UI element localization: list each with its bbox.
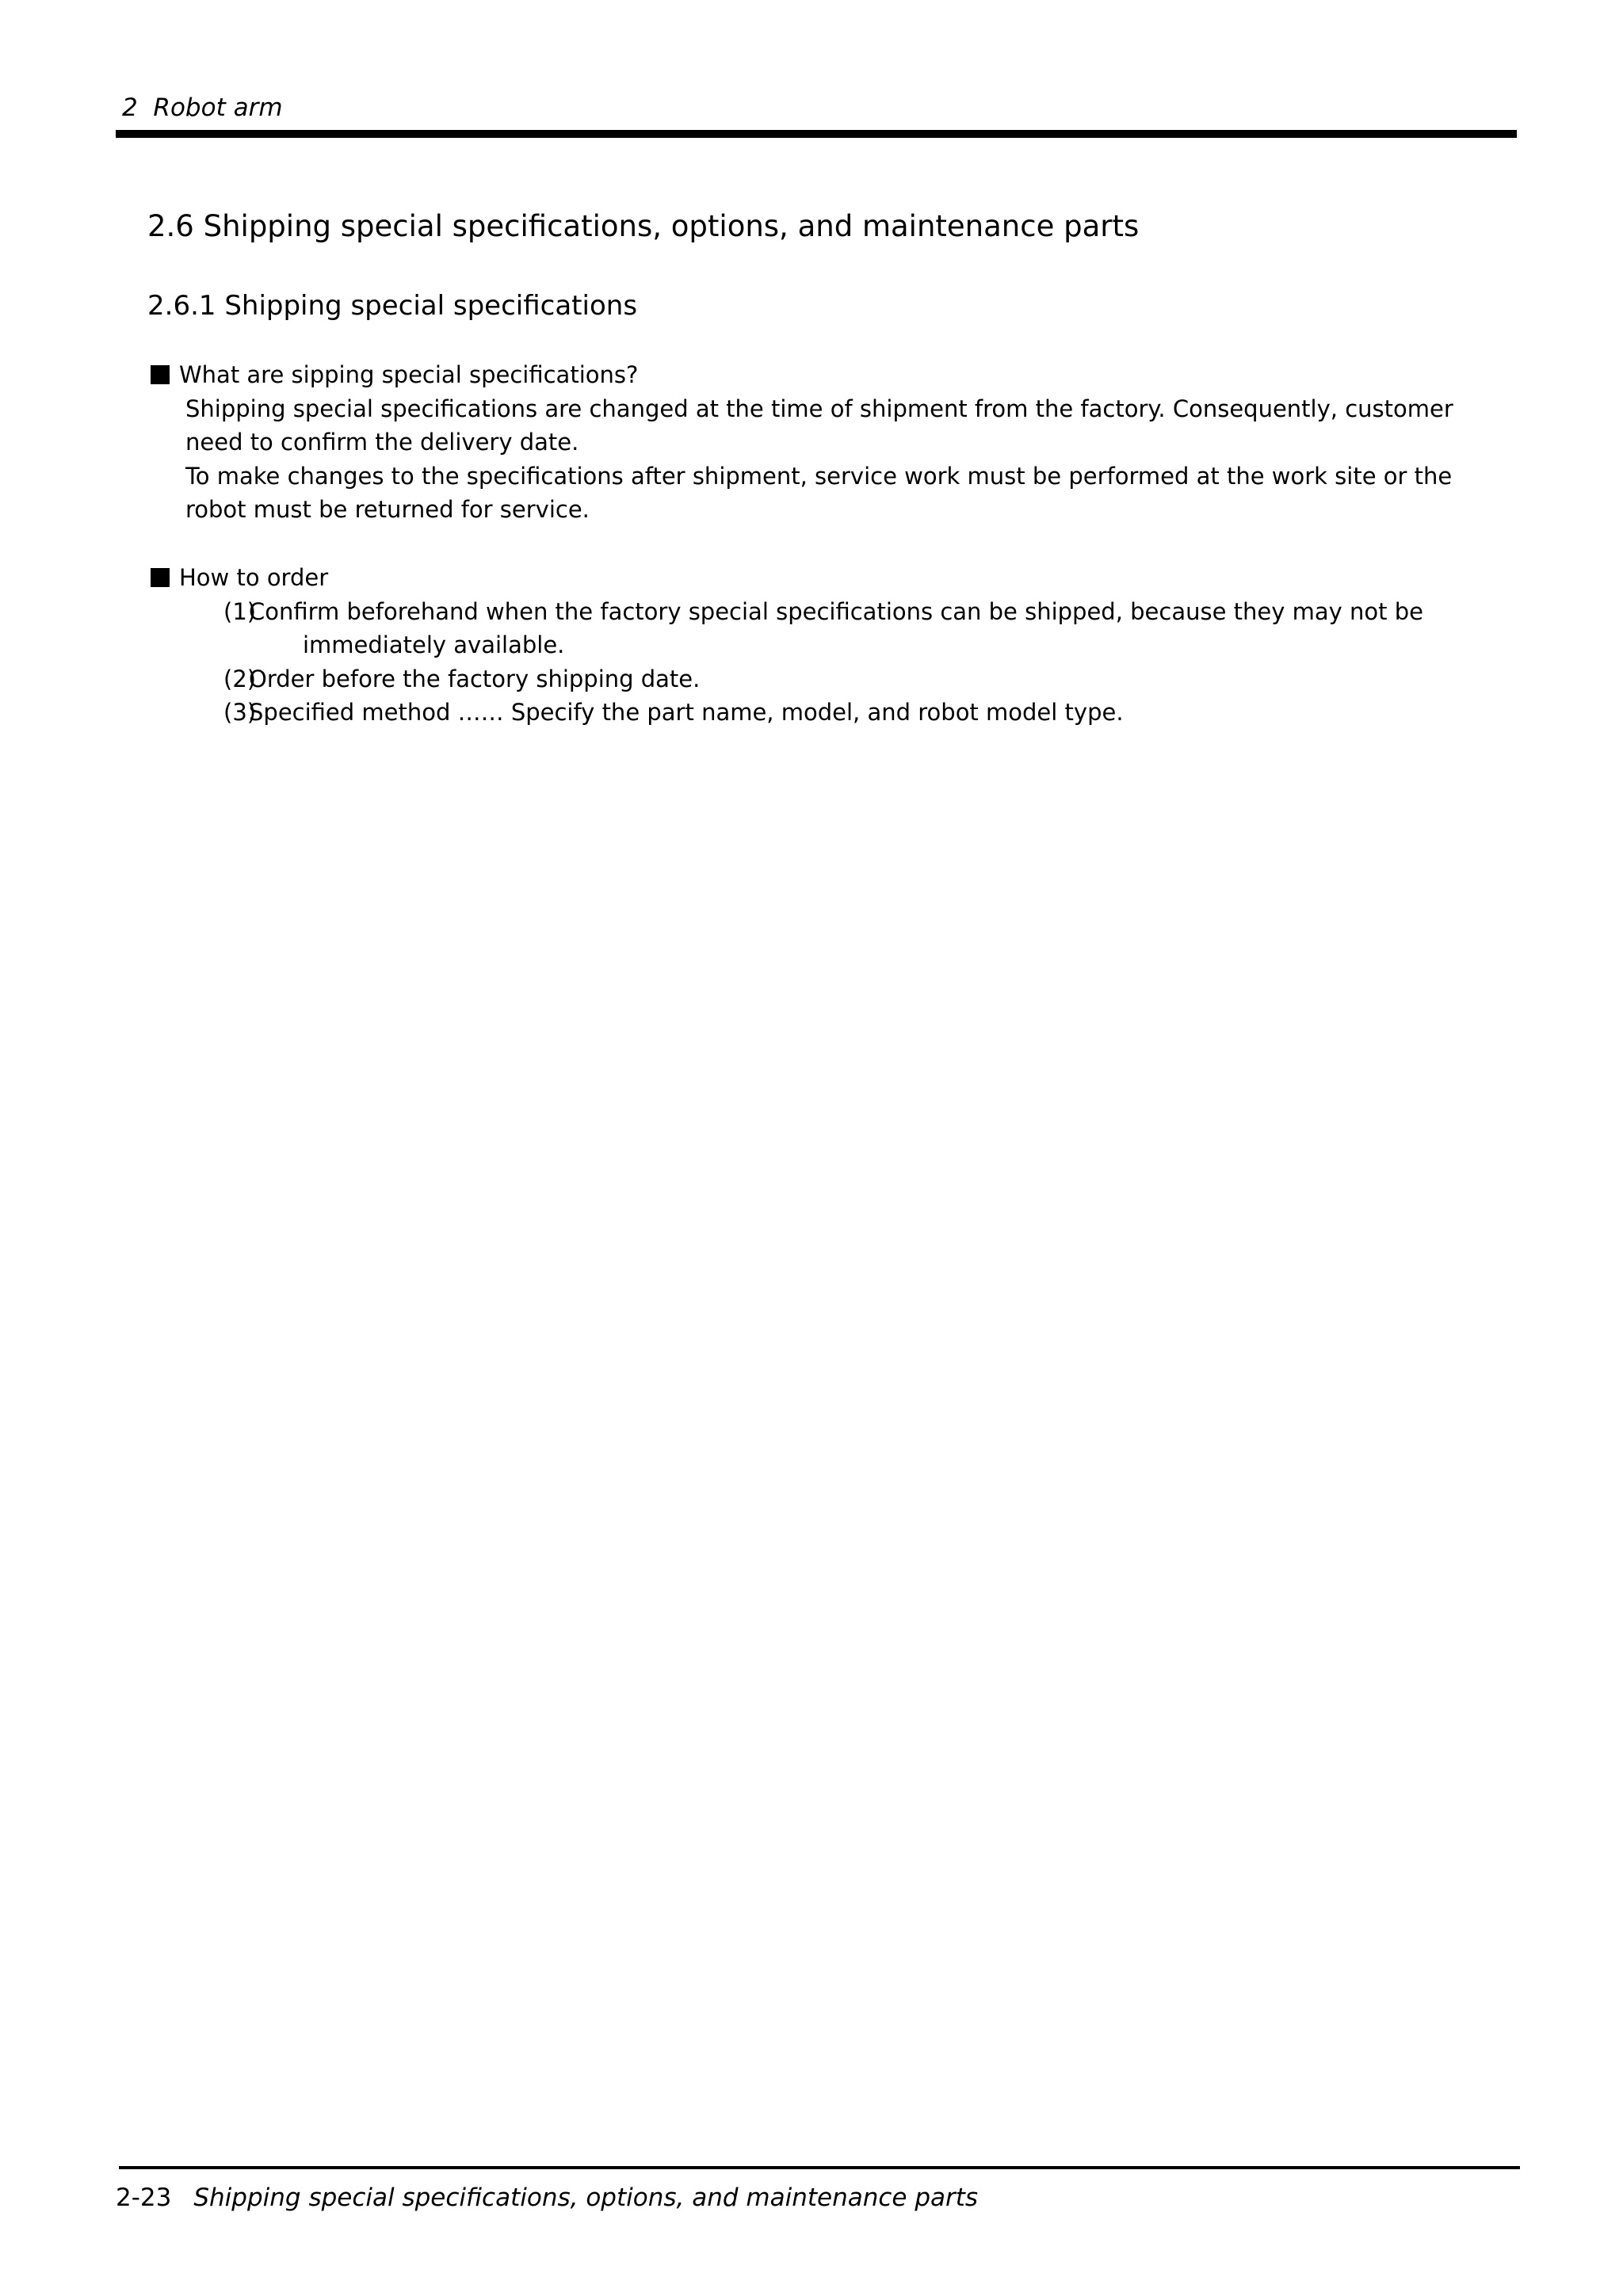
footer-title: Shipping special specifications, options, and maintenance parts <box>193 2183 979 2212</box>
footer-rule <box>119 2166 1520 2169</box>
order-step <box>223 696 1491 730</box>
page-footer <box>116 2182 978 2214</box>
order-step-number: (2) <box>223 665 257 692</box>
subsection-title: 2.6.1 Shipping special specifications <box>147 290 638 322</box>
what-are-heading: What are sipping special specifications? <box>179 361 639 388</box>
square-bullet-icon <box>151 568 170 587</box>
page-number: 2-23 <box>116 2183 172 2212</box>
order-step-number: (3) <box>223 699 257 726</box>
what-are-heading-row <box>147 358 1495 392</box>
header-rule <box>116 130 1517 138</box>
order-step-text: Specified method …… Specify the part name, model, and robot model type. <box>249 699 1124 726</box>
how-to-order-section <box>147 561 1495 730</box>
section-title: 2.6 Shipping special specifications, options, and maintenance parts <box>147 209 1140 243</box>
order-step <box>223 595 1491 662</box>
running-header: 2 Robot arm <box>122 93 283 122</box>
square-bullet-icon <box>151 365 170 384</box>
order-step <box>223 662 1491 696</box>
how-to-order-heading: How to order <box>179 564 329 591</box>
order-step-text: Order before the factory shipping date. <box>249 665 701 692</box>
what-are-paragraph: To make changes to the specifications after shipment, service work must be performed at the work site or the robot must be returned for service. <box>185 462 1453 523</box>
what-are-section <box>147 358 1495 527</box>
what-are-paragraph: Shipping special specifications are changed at the time of shipment from the factory. Consequently, customer need to confirm the delivery date. <box>185 395 1453 456</box>
how-to-order-heading-row <box>147 561 1495 595</box>
order-step-number: (1) <box>223 597 257 625</box>
order-step-text: Confirm beforehand when the factory special specifications can be shipped, because they may not be immediately available. <box>249 597 1424 658</box>
